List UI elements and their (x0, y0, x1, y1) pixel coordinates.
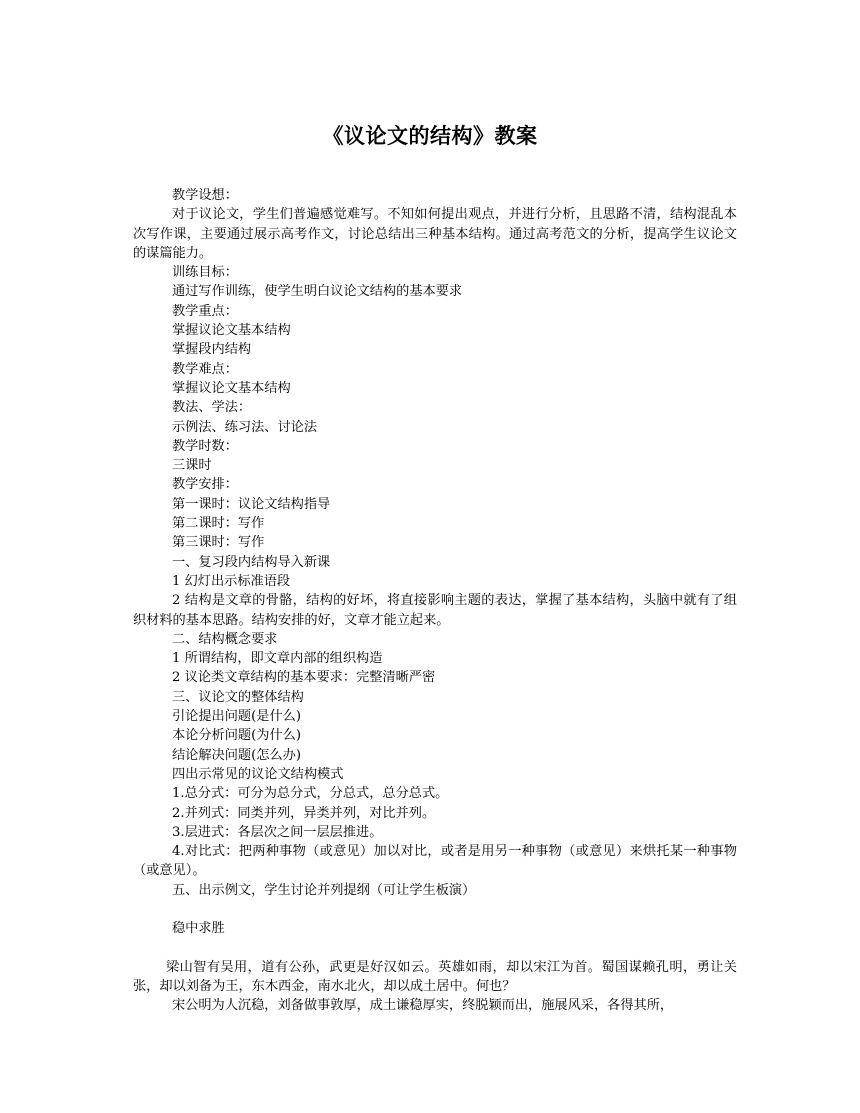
document-title: 《议论文的结构》教案 (322, 124, 538, 148)
section-label: 教学时数： (172, 438, 238, 454)
section-heading: 一、复习段内结构导入新课 (172, 554, 331, 570)
essay-paragraph: 宋公明为人沉稳，刘备做事敦厚，成土谦稳厚实，终脱颖而出，施展风采，各得其所， (172, 998, 674, 1014)
paragraph: 第三课时：写作 (172, 535, 265, 551)
section-label: 教学重点： (172, 303, 238, 319)
paragraph: 掌握议论文基本结构 (172, 323, 291, 339)
section-heading: 二、结构概念要求 (172, 631, 278, 647)
section-heading: 三、议论文的整体结构 (172, 689, 304, 705)
paragraph: 结论解决问题(怎么办) (172, 747, 301, 763)
section-heading: 四出示常见的议论文结构模式 (172, 766, 344, 782)
paragraph: 1.总分式：可分为总分式，分总式，总分总式。 (172, 786, 449, 802)
paragraph: 示例法、练习法、讨论法 (172, 419, 318, 435)
essay-title: 稳中求胜 (172, 921, 225, 937)
paragraph: 1 所谓结构，即文章内部的组织构造 (172, 651, 383, 667)
section-label: 教学难点： (172, 361, 238, 377)
paragraph: 3.层进式：各层次之间一层层推进。 (172, 824, 383, 840)
paragraph: 掌握段内结构 (172, 342, 252, 358)
section-label: 训练目标： (172, 265, 238, 281)
paragraph: 通过写作训练，使学生明白议论文结构的基本要求 (172, 284, 463, 300)
paragraph: 2.并列式：同类并列，异类并列，对比并列。 (172, 805, 436, 821)
section-heading: 五、出示例文，学生讨论并列提纲（可让学生板演） (172, 882, 476, 898)
paragraph: 2 结构是文章的骨骼，结构的好坏，将直接影响主题的表达，掌握了基本结构，头脑中就有了组织材料的基本思路。结构安排的好，文章才能立起来。 (133, 593, 737, 628)
paragraph: 第二课时：写作 (172, 516, 265, 532)
section-label: 教法、学法： (172, 400, 252, 416)
essay-paragraph: 梁山智有吴用，道有公孙，武更是好汉如云。英雄如雨，却以宋江为首。蜀国谋赖孔明，勇让关张，却以刘备为王，东木西金，南水北火，却以成土居中。何也？ (133, 959, 737, 995)
paragraph: 本论分析问题(为什么) (172, 728, 301, 744)
paragraph: 引论提出问题(是什么) (172, 709, 301, 725)
section-label: 教学设想： (172, 188, 238, 203)
paragraph: 掌握议论文基本结构 (172, 380, 291, 396)
section-label: 教学安排： (172, 477, 238, 493)
paragraph: 2 议论类文章结构的基本要求：完整清晰严密 (172, 670, 436, 686)
paragraph: 第一课时：议论文结构指导 (172, 496, 331, 512)
document-body (133, 186, 737, 1016)
paragraph: 1 幻灯出示标准语段 (172, 573, 291, 589)
paragraph: 三课时 (172, 458, 212, 474)
paragraph: 4.对比式：把两种事物（或意见）加以对比，或者是用另一种事物（或意见）来烘托某一种事物（或意见）。 (133, 844, 737, 879)
paragraph: 对于议论文，学生们普遍感觉难写。不知如何提出观点，并进行分析，且思路不清，结构混乱本次写作课，主要通过展示高考作文，讨论总结出三种基本结构。通过高考范文的分析，提高学生议论文的谋篇能力。 (133, 207, 737, 261)
